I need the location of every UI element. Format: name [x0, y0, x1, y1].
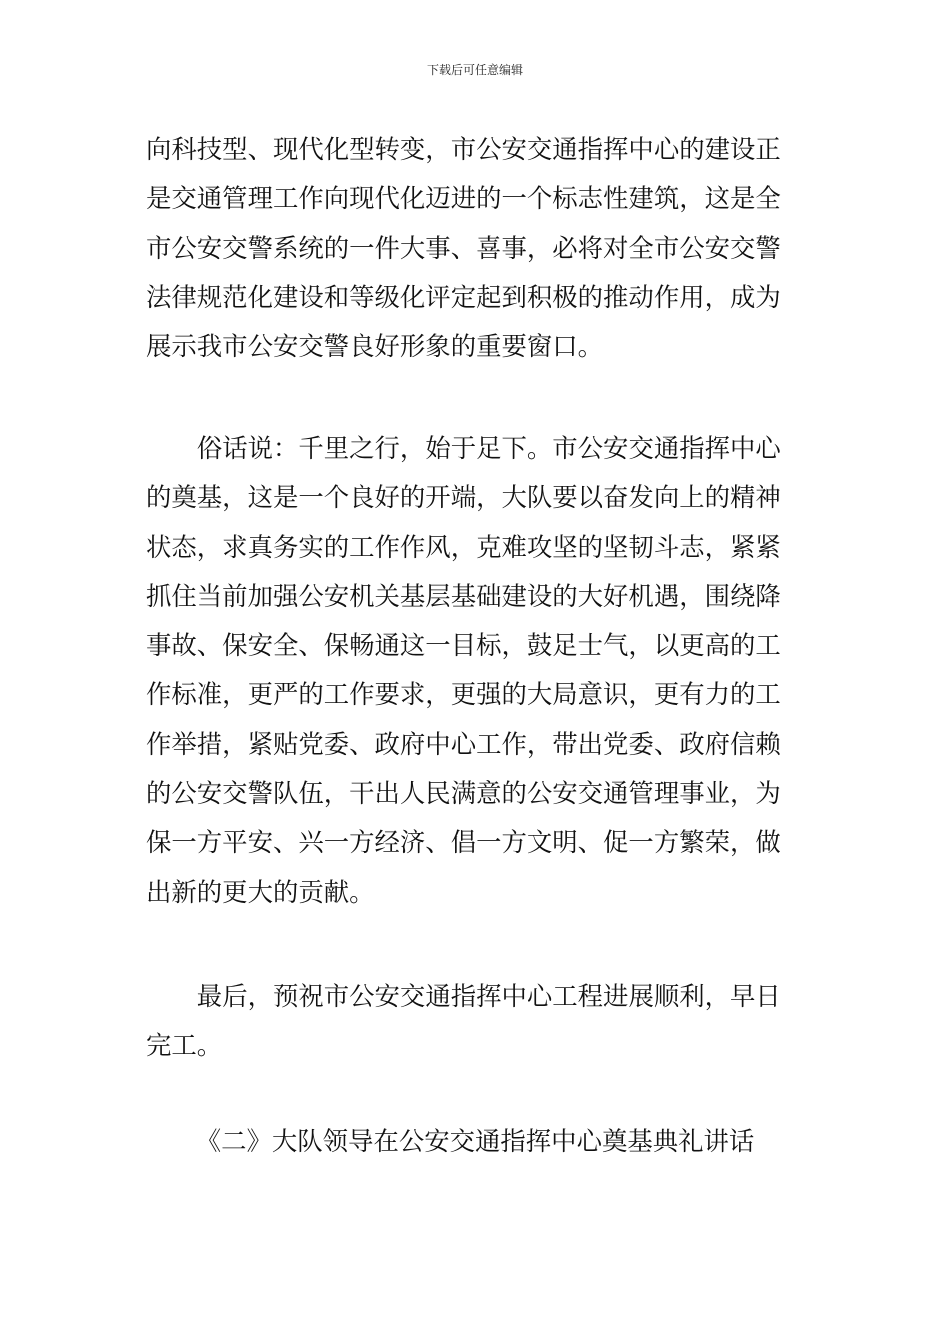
page-header-note: 下载后可任意编辑 — [426, 63, 523, 77]
text-line: 的奠基，这是一个良好的开端，大队要以奋发向上的精神 — [146, 482, 781, 513]
text-line: 向科技型、现代化型转变，市公安交通指挥中心的建设正 — [146, 134, 781, 164]
paragraph-3 — [146, 972, 806, 1071]
text-line: 展示我市公安交警良好形象的重要窗口。 — [146, 331, 604, 362]
text-line: 完工。 — [146, 1030, 223, 1061]
paragraph-1 — [146, 125, 806, 371]
section-title: 《二》大队领导在公安交通指挥中心奠基典礼讲话 — [195, 1126, 755, 1156]
text-line: 最后，预祝市公安交通指挥中心工程进展顺利，早日 — [196, 981, 781, 1011]
text-line: 作举措，紧贴党委、政府中心工作，带出党委、政府信赖 — [146, 728, 781, 759]
text-line: 事故、保安全、保畅通这一目标，鼓足士气，以更高的工 — [146, 630, 781, 661]
text-line: 抓住当前加强公安机关基层基础建设的大好机遇，围绕降 — [146, 580, 781, 611]
text-line: 保一方平安、兴一方经济、倡一方文明、促一方繁荣，做 — [146, 827, 781, 858]
text-line: 俗话说：千里之行，始于足下。市公安交通指挥中心 — [196, 433, 781, 463]
text-line: 市公安交警系统的一件大事、喜事，必将对全市公安交警 — [146, 232, 781, 263]
text-line: 出新的更大的贡献。 — [146, 876, 375, 907]
text-line: 是交通管理工作向现代化迈进的一个标志性建筑，这是全 — [146, 183, 781, 214]
text-line: 的公安交警队伍，干出人民满意的公安交通管理事业，为 — [146, 778, 781, 809]
text-line: 法律规范化建设和等级化评定起到积极的推动作用，成为 — [146, 281, 781, 312]
text-line: 状态，求真务实的工作作风，克难攻坚的坚韧斗志，紧紧 — [146, 531, 781, 562]
text-line: 作标准，更严的工作要求，更强的大局意识，更有力的工 — [146, 679, 781, 710]
paragraph-2 — [146, 424, 806, 917]
